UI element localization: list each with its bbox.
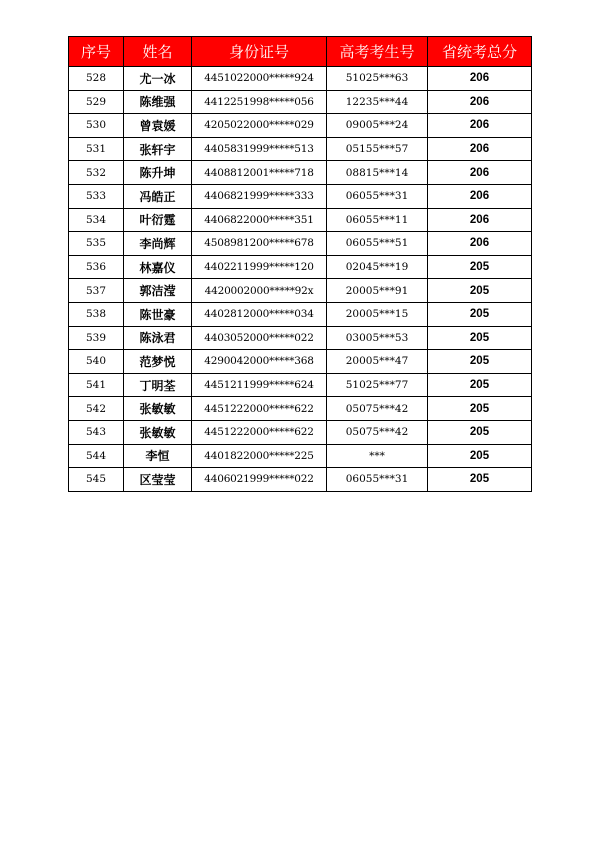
cell-total-score: 205 xyxy=(428,326,532,350)
table-row xyxy=(69,67,532,91)
cell-name: 张敏敏 xyxy=(124,397,192,421)
table-row xyxy=(69,444,532,468)
score-list-sheet xyxy=(68,36,531,492)
table-row xyxy=(69,468,532,492)
cell-name: 陈升坤 xyxy=(124,161,192,185)
cell-id-number: 4451222000*****622 xyxy=(192,397,327,421)
cell-total-score: 206 xyxy=(428,161,532,185)
cell-total-score: 205 xyxy=(428,444,532,468)
cell-id-number: 4401822000*****225 xyxy=(192,444,327,468)
table-row xyxy=(69,420,532,444)
cell-total-score: 205 xyxy=(428,255,532,279)
cell-seq: 544 xyxy=(69,444,124,468)
cell-name: 李恒 xyxy=(124,444,192,468)
header-total-score: 省统考总分 xyxy=(428,37,532,67)
cell-id-number: 4408812001*****718 xyxy=(192,161,327,185)
cell-id-number: 4451222000*****622 xyxy=(192,420,327,444)
cell-id-number: 4406021999*****022 xyxy=(192,468,327,492)
cell-id-number: 4290042000*****368 xyxy=(192,350,327,374)
cell-total-score: 206 xyxy=(428,208,532,232)
table-row xyxy=(69,208,532,232)
cell-exam-number: 06055***51 xyxy=(327,232,428,256)
cell-exam-number: 05075***42 xyxy=(327,420,428,444)
cell-total-score: 206 xyxy=(428,232,532,256)
header-row xyxy=(69,37,532,67)
cell-exam-number: 05155***57 xyxy=(327,137,428,161)
cell-exam-number: *** xyxy=(327,444,428,468)
cell-total-score: 206 xyxy=(428,184,532,208)
cell-seq: 542 xyxy=(69,397,124,421)
cell-seq: 531 xyxy=(69,137,124,161)
table-row xyxy=(69,161,532,185)
cell-id-number: 4406822000*****351 xyxy=(192,208,327,232)
cell-seq: 528 xyxy=(69,67,124,91)
cell-exam-number: 51025***63 xyxy=(327,67,428,91)
cell-exam-number: 20005***47 xyxy=(327,350,428,374)
table-row xyxy=(69,350,532,374)
cell-id-number: 4412251998*****056 xyxy=(192,90,327,114)
cell-seq: 541 xyxy=(69,373,124,397)
cell-name: 叶衍霆 xyxy=(124,208,192,232)
table-header xyxy=(69,37,532,67)
cell-exam-number: 08815***14 xyxy=(327,161,428,185)
cell-name: 陈泳君 xyxy=(124,326,192,350)
cell-name: 张敏敏 xyxy=(124,420,192,444)
cell-seq: 539 xyxy=(69,326,124,350)
cell-seq: 537 xyxy=(69,279,124,303)
cell-id-number: 4451211999*****624 xyxy=(192,373,327,397)
cell-name: 曾袁媛 xyxy=(124,114,192,138)
table-row xyxy=(69,90,532,114)
cell-total-score: 206 xyxy=(428,114,532,138)
cell-name: 尤一冰 xyxy=(124,67,192,91)
table-row xyxy=(69,114,532,138)
cell-total-score: 205 xyxy=(428,350,532,374)
cell-seq: 533 xyxy=(69,184,124,208)
score-table xyxy=(68,36,532,492)
cell-seq: 540 xyxy=(69,350,124,374)
cell-name: 冯皓正 xyxy=(124,184,192,208)
header-exam-number: 高考考生号 xyxy=(327,37,428,67)
cell-exam-number: 06055***31 xyxy=(327,468,428,492)
cell-id-number: 4403052000*****022 xyxy=(192,326,327,350)
table-row xyxy=(69,137,532,161)
cell-name: 林嘉仪 xyxy=(124,255,192,279)
cell-id-number: 4451022000*****924 xyxy=(192,67,327,91)
cell-exam-number: 09005***24 xyxy=(327,114,428,138)
cell-name: 李尚辉 xyxy=(124,232,192,256)
cell-total-score: 205 xyxy=(428,397,532,421)
cell-exam-number: 03005***53 xyxy=(327,326,428,350)
cell-exam-number: 05075***42 xyxy=(327,397,428,421)
cell-total-score: 205 xyxy=(428,279,532,303)
cell-total-score: 205 xyxy=(428,420,532,444)
cell-total-score: 206 xyxy=(428,137,532,161)
cell-exam-number: 12235***44 xyxy=(327,90,428,114)
cell-exam-number: 51025***77 xyxy=(327,373,428,397)
cell-exam-number: 02045***19 xyxy=(327,255,428,279)
cell-seq: 543 xyxy=(69,420,124,444)
cell-name: 郭洁滢 xyxy=(124,279,192,303)
cell-seq: 538 xyxy=(69,302,124,326)
cell-id-number: 4205022000*****029 xyxy=(192,114,327,138)
table-row xyxy=(69,232,532,256)
cell-exam-number: 20005***91 xyxy=(327,279,428,303)
cell-seq: 535 xyxy=(69,232,124,256)
cell-seq: 536 xyxy=(69,255,124,279)
cell-seq: 534 xyxy=(69,208,124,232)
cell-seq: 530 xyxy=(69,114,124,138)
cell-exam-number: 06055***31 xyxy=(327,184,428,208)
cell-id-number: 4420002000*****92x xyxy=(192,279,327,303)
cell-id-number: 4402211999*****120 xyxy=(192,255,327,279)
table-body xyxy=(69,67,532,492)
cell-id-number: 4405831999*****513 xyxy=(192,137,327,161)
cell-id-number: 4406821999*****333 xyxy=(192,184,327,208)
cell-total-score: 205 xyxy=(428,302,532,326)
cell-seq: 532 xyxy=(69,161,124,185)
cell-id-number: 4508981200*****678 xyxy=(192,232,327,256)
cell-total-score: 205 xyxy=(428,373,532,397)
table-row xyxy=(69,326,532,350)
header-id-number: 身份证号 xyxy=(192,37,327,67)
table-row xyxy=(69,397,532,421)
cell-name: 范梦悦 xyxy=(124,350,192,374)
table-row xyxy=(69,255,532,279)
cell-total-score: 206 xyxy=(428,90,532,114)
cell-seq: 529 xyxy=(69,90,124,114)
cell-total-score: 206 xyxy=(428,67,532,91)
cell-name: 陈世豪 xyxy=(124,302,192,326)
table-row xyxy=(69,279,532,303)
cell-exam-number: 20005***15 xyxy=(327,302,428,326)
cell-seq: 545 xyxy=(69,468,124,492)
header-name: 姓名 xyxy=(124,37,192,67)
cell-name: 区莹莹 xyxy=(124,468,192,492)
table-row xyxy=(69,302,532,326)
cell-name: 张轩宇 xyxy=(124,137,192,161)
cell-total-score: 205 xyxy=(428,468,532,492)
table-row xyxy=(69,184,532,208)
cell-name: 陈维强 xyxy=(124,90,192,114)
header-seq: 序号 xyxy=(69,37,124,67)
cell-id-number: 4402812000*****034 xyxy=(192,302,327,326)
cell-exam-number: 06055***11 xyxy=(327,208,428,232)
table-row xyxy=(69,373,532,397)
cell-name: 丁明荃 xyxy=(124,373,192,397)
